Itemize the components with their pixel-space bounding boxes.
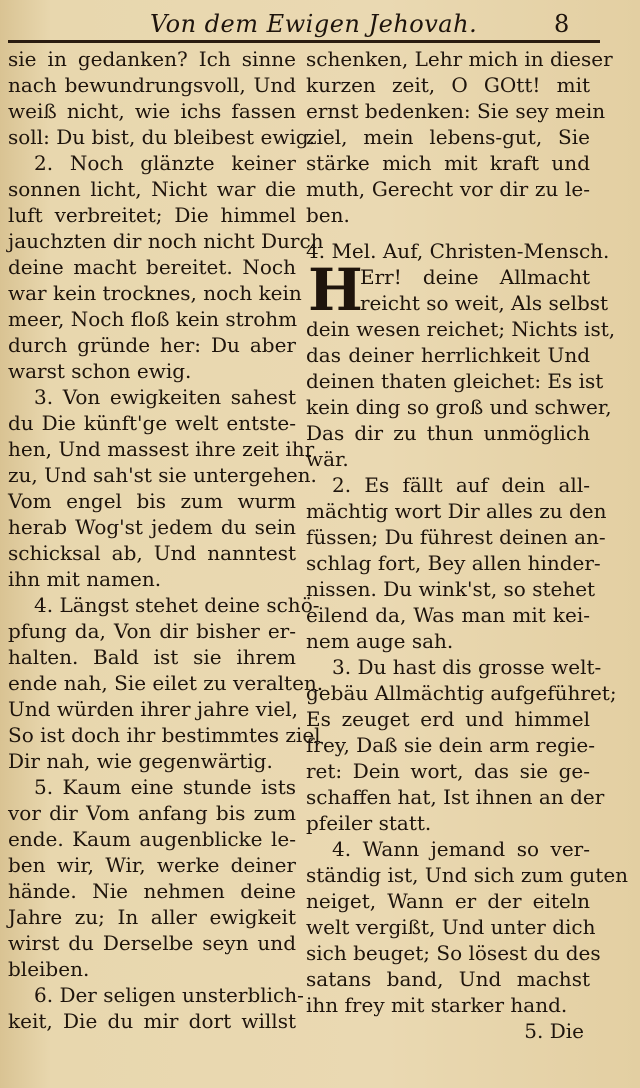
text-line: keit, Die du mir dort willst [8, 1009, 296, 1033]
text-line: ihn frey mit starker hand. [306, 993, 568, 1017]
text-line: ende. Kaum augenblicke le- [8, 827, 296, 851]
text-line: wär. [306, 447, 349, 471]
text-line: ziel, mein lebens-gut, Sie [306, 125, 590, 149]
text-line: herab Wog'st jedem du sein [8, 515, 296, 539]
verse-start-line: 5. Kaum eine stunde ists [34, 775, 296, 799]
text-line: eilend da, Was man mit kei- [306, 603, 590, 627]
text-line: satans band, Und machst [306, 967, 590, 991]
page-number: 8 [554, 10, 570, 38]
text-line: halten. Bald ist sie ihrem [8, 645, 296, 669]
left-column [8, 46, 324, 1034]
text-line: durch gründe her: Du aber [8, 333, 296, 357]
verse-start-line: 2. Es fällt auf dein all- [332, 473, 590, 497]
text-line: pfeiler statt. [306, 811, 432, 835]
verse-start-line: 6. Der seligen unsterblich- [34, 983, 304, 1007]
text-line: schenken, Lehr mich in dieser [306, 47, 613, 71]
verse-start-line: 3. Von ewigkeiten sahest [34, 385, 296, 409]
text-line: ihn mit namen. [8, 567, 162, 591]
text-line: pfung da, Von dir bisher er- [8, 619, 296, 643]
text-line: schaffen hat, Ist ihnen an der [306, 785, 605, 809]
text-line: dein wesen reichet; Nichts ist, [306, 317, 616, 341]
text-line: gebäu Allmächtig aufgeführet; [306, 681, 617, 705]
text-line: reicht so weit, Als selbst [360, 291, 609, 315]
running-head: Von dem Ewigen Jehovah. [150, 10, 478, 38]
text-line: füssen; Du führest deinen an- [306, 525, 606, 549]
text-line: Dir nah, wie gegenwärtig. [8, 749, 273, 773]
text-line: jauchzten dir noch nicht Durch [8, 229, 324, 253]
text-line: weiß nicht, wie ichs fassen [8, 99, 296, 123]
text-line: schicksal ab, Und nanntest [8, 541, 296, 565]
text-line: nissen. Du wink'st, so stehet [306, 577, 596, 601]
text-line: Jahre zu; In aller ewigkeit [8, 905, 296, 929]
text-line: Es zeuget erd und himmel [306, 707, 590, 731]
verse-start-line: 2. Noch glänzte keiner [34, 151, 296, 175]
text-line: luft verbreitet; Die himmel [8, 203, 296, 227]
verse-start-line: 4. Wann jemand so ver- [332, 837, 590, 861]
right-column [306, 46, 629, 1044]
text-line: Das dir zu thun unmöglich [306, 421, 590, 445]
text-line: sie in gedanken? Ich sinne [8, 47, 296, 71]
text-line: frey, Daß sie dein arm regie- [306, 733, 595, 757]
header-rule [8, 40, 600, 43]
hymn-heading: 4. Mel. Auf, Christen-Mensch. [306, 239, 610, 263]
spacer [306, 228, 590, 238]
text-line: stärke mich mit kraft und [306, 151, 590, 175]
text-line: neiget, Wann er der eiteln [306, 889, 590, 913]
text-line: hände. Nie nehmen deine [8, 879, 296, 903]
text-line: hen, Und massest ihre zeit ihr [8, 437, 315, 461]
text-line: vor dir Vom anfang bis zum [8, 801, 296, 825]
verse-start-line: 3. Du hast dis grosse welt- [332, 655, 602, 679]
text-line: deine macht bereitet. Noch [8, 255, 296, 279]
text-line: welt vergißt, Und unter dich [306, 915, 596, 939]
hymn-opening [306, 256, 609, 324]
text-line: ben wir, Wir, werke deiner [8, 853, 296, 877]
text-line: bleiben. [8, 957, 90, 981]
text-line: Err! deine Allmacht [360, 265, 590, 289]
text-line: kein ding so groß und schwer, [306, 395, 612, 419]
text-line: sonnen licht, Nicht war die [8, 177, 296, 201]
text-line: mächtig wort Dir alles zu den [306, 499, 607, 523]
text-line: ernst bedenken: Sie sey mein [306, 99, 606, 123]
catchword: 5. Die [524, 1019, 584, 1043]
text-line: ben. [306, 203, 350, 227]
text-line: ende nah, Sie eilet zu veralten. [8, 671, 324, 695]
text-line: kurzen zeit, O GOtt! mit [306, 73, 590, 97]
text-line: ret: Dein wort, das sie ge- [306, 759, 590, 783]
text-line: wirst du Derselbe seyn und [8, 931, 296, 955]
text-line: war kein trocknes, noch kein [8, 281, 302, 305]
text-line: deinen thaten gleichet: Es ist [306, 369, 604, 393]
text-line: schlag fort, Bey allen hinder- [306, 551, 601, 575]
text-line: warst schon ewig. [8, 359, 192, 383]
text-line: das deiner herrlichkeit Und [306, 343, 590, 367]
text-line: ständig ist, Und sich zum guten [306, 863, 629, 887]
text-line: Vom engel bis zum wurm [8, 489, 296, 513]
text-line: Und würden ihrer jahre viel, [8, 697, 298, 721]
drop-cap: H [308, 256, 363, 324]
text-line: nem auge sah. [306, 629, 454, 653]
text-line: zu, Und sah'st sie untergehen. [8, 463, 317, 487]
verse-start-line: 4. Längst stehet deine schö- [34, 593, 320, 617]
text-line: du Die künft'ge welt entste- [8, 411, 296, 435]
text-line: So ist doch ihr bestimmtes ziel [8, 723, 321, 747]
text-line: muth, Gerecht vor dir zu le- [306, 177, 590, 201]
text-line: meer, Noch floß kein strohm [8, 307, 298, 331]
text-line: sich beuget; So lösest du des [306, 941, 601, 965]
text-line: soll: Du bist, du bleibest ewig. [8, 125, 315, 149]
text-line: nach bewundrungsvoll, Und [8, 73, 296, 97]
page-header [0, 6, 640, 40]
